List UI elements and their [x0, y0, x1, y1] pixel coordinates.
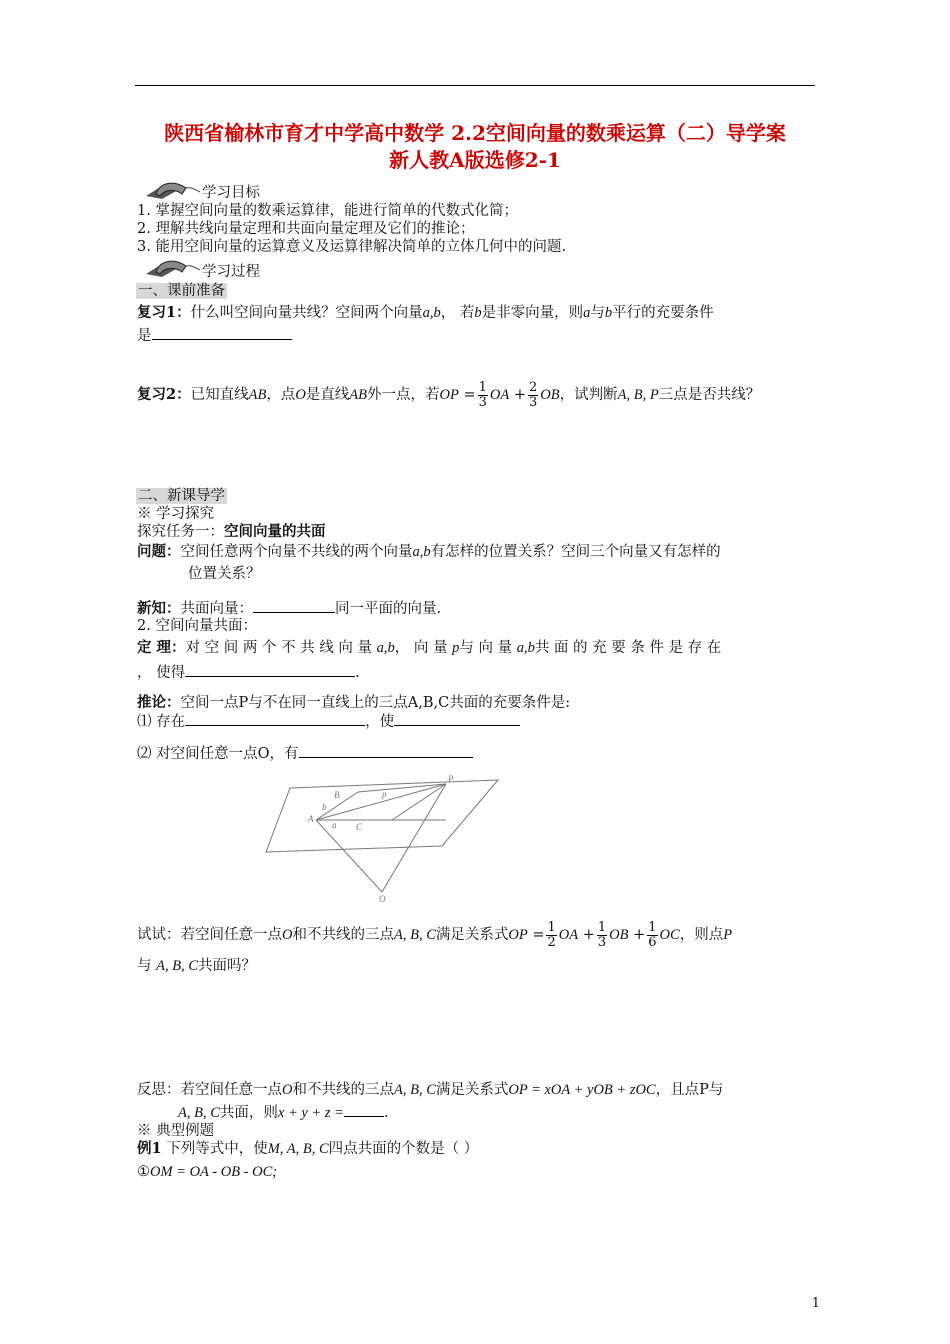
- text: 已知直线: [190, 387, 249, 403]
- plus-sign: +: [633, 927, 646, 943]
- text: 若空间任意一点: [180, 927, 282, 943]
- reflect-line2: [178, 1102, 389, 1123]
- math-ABC: A, B, C: [393, 927, 436, 943]
- segment-OP: [382, 784, 446, 892]
- math-AB: AB: [349, 387, 368, 403]
- answer-blank[interactable]: [185, 711, 365, 726]
- text: ， 若: [440, 305, 475, 321]
- answer-blank[interactable]: [344, 1102, 384, 1117]
- text: .: [355, 665, 360, 681]
- segment-OA: [316, 820, 382, 892]
- question-line2: 位置关系？: [188, 566, 261, 582]
- math-p: p: [452, 640, 460, 656]
- corollary-line: [137, 693, 570, 713]
- text: 平行的充要条件: [612, 305, 714, 321]
- label-B: B: [334, 790, 340, 800]
- top-rule: [135, 85, 815, 86]
- math-O: O: [282, 1082, 293, 1098]
- reflect-line: [137, 1080, 723, 1100]
- label-A: A: [308, 814, 314, 824]
- vector-OB: OB: [540, 387, 560, 403]
- text: 有怎样的位置关系？空间三个向量又有怎样的: [430, 544, 721, 560]
- math-ABC: A, B, C: [393, 1082, 436, 1098]
- review1-line2: [137, 325, 292, 346]
- math-MABC: M, A, B, C: [267, 1141, 329, 1157]
- text: 外一点，若: [367, 387, 440, 403]
- segment-PC: [392, 784, 446, 820]
- question-line: [137, 542, 721, 562]
- process-heading: 学习过程: [202, 264, 260, 280]
- section-heading: 二、新课导学: [138, 488, 225, 504]
- text: 同一平面的向量.: [335, 601, 442, 617]
- circled-number: ①: [137, 1164, 150, 1180]
- text: 四点共面的个数是（ ）: [328, 1141, 479, 1157]
- text: ，点: [266, 387, 296, 403]
- text: 对 空 间 两 个 不 共 线 向 量: [185, 640, 373, 656]
- math-a: a: [583, 305, 591, 321]
- math-ab: a,b: [376, 640, 395, 656]
- vector-OP: OP: [508, 927, 528, 943]
- label-P: P: [448, 774, 454, 784]
- text: 共面向量：: [180, 601, 253, 617]
- example1-label: 例1: [137, 1140, 162, 1157]
- example1-eq1: [137, 1162, 277, 1182]
- text: 满足关系式: [435, 1082, 509, 1098]
- vector-OC: OC: [659, 927, 680, 943]
- corollary-c1: [137, 711, 520, 732]
- plus-sign: +: [513, 387, 527, 403]
- text: .: [383, 1105, 389, 1121]
- denominator: 2: [547, 934, 556, 950]
- example1-line: [137, 1139, 478, 1159]
- equals-sign: =: [463, 387, 476, 403]
- math-O: O: [282, 927, 293, 943]
- text: 是: [137, 328, 152, 344]
- fraction: [647, 921, 657, 950]
- text: ，则点: [679, 927, 724, 943]
- question-label: 问题：: [137, 543, 181, 560]
- sum-expression: x + y + z =: [277, 1105, 344, 1121]
- trial-label: 试试：: [137, 927, 181, 943]
- answer-blank[interactable]: [253, 598, 335, 613]
- text: ，使: [365, 714, 395, 730]
- math-b: b: [604, 305, 613, 321]
- math-ABC: A, B, C: [156, 958, 198, 974]
- denominator: 6: [648, 934, 657, 950]
- vector-OP: OP: [439, 387, 459, 403]
- text: 是直线: [305, 387, 350, 403]
- text: 共 面 的 充 要 条 件 是 存 在: [534, 640, 722, 656]
- goal-item: 1. 掌握空间向量的数乘运算律，能进行简单的代数式化简；: [137, 203, 518, 219]
- text: 是非零向量，则: [481, 305, 584, 321]
- text: 三点是否共线？: [658, 387, 761, 403]
- answer-blank[interactable]: [394, 711, 520, 726]
- vector-OA: OA: [489, 387, 510, 403]
- answer-blank[interactable]: [152, 325, 292, 340]
- numerator: 1: [648, 919, 657, 935]
- text: 满足关系式: [435, 927, 509, 943]
- label-O: O: [379, 894, 386, 904]
- fraction: [597, 921, 607, 950]
- math-ab: a,b: [516, 640, 535, 656]
- explore-heading: ※ 学习探究: [137, 506, 215, 522]
- fraction: [478, 381, 488, 410]
- review1-label: 复习1：: [137, 304, 191, 321]
- text: 探究任务一：: [137, 524, 224, 540]
- numerator: 1: [478, 379, 487, 395]
- text: ， 向 量: [394, 640, 448, 656]
- fraction: [546, 921, 556, 950]
- math-ab: a,b: [412, 544, 431, 560]
- review2-label: 复习2：: [137, 386, 191, 403]
- text: 和不共线的三点: [292, 927, 394, 943]
- label-C: C: [356, 822, 363, 832]
- equation: OM = OA - OB - OC;: [150, 1164, 278, 1180]
- denominator: 3: [478, 394, 487, 410]
- text: 下列等式中，使: [166, 1141, 268, 1157]
- math-ab: a,b: [422, 305, 441, 321]
- label-p: p: [382, 789, 387, 799]
- fraction: [528, 381, 538, 410]
- newknow-label: 新知：: [137, 600, 181, 617]
- examples-heading: ※ 典型例题: [137, 1123, 215, 1139]
- task1-line: [137, 522, 326, 542]
- document-subtitle: 新人教A版选修2-1: [389, 148, 561, 172]
- plus-sign: +: [582, 927, 595, 943]
- relation-expression: OP = xOA + yOB + zOC: [508, 1082, 656, 1098]
- text: ⑴ 存在: [137, 714, 186, 730]
- label-b: b: [322, 802, 327, 812]
- trial-line2: [137, 956, 256, 976]
- review2-line: [137, 378, 760, 412]
- text: 与: [137, 958, 152, 974]
- text: 空间任意两个向量不共线的两个向量: [180, 544, 413, 560]
- review1-line: [137, 303, 714, 323]
- goal-item: 2. 理解共线向量定理和共面向量定理及它们的推论；: [137, 221, 475, 237]
- book-icon: [142, 178, 202, 200]
- answer-blank[interactable]: [299, 743, 473, 758]
- theorem-label: 定 理：: [137, 639, 186, 656]
- denominator: 3: [597, 934, 607, 950]
- corollary-c2: [137, 743, 473, 764]
- text: 什么叫空间向量共线？空间两个向量: [190, 305, 423, 321]
- text: 共面，则: [219, 1105, 278, 1121]
- goal-item: 3. 能用空间向量的运算意义及运算律解决简单的立体几何中的问题.: [137, 239, 567, 255]
- math-P: P: [723, 927, 733, 943]
- math-ABP: A, B, P: [617, 387, 659, 403]
- section-heading: 一、课前准备: [138, 283, 225, 299]
- trial-line: [137, 918, 732, 952]
- label-a: a: [332, 820, 337, 830]
- numerator: 1: [547, 919, 556, 935]
- theorem-line: [137, 638, 721, 658]
- item2: 2. 空间向量共面：: [137, 618, 257, 634]
- denominator: 3: [529, 394, 538, 410]
- text: ，试判断: [559, 387, 618, 403]
- math-AB: AB: [248, 387, 267, 403]
- text: ， 使得: [137, 665, 186, 681]
- coplanar-diagram: [262, 770, 502, 906]
- task1-title: 空间向量的共面: [224, 523, 326, 540]
- math-ABC: A, B, C: [178, 1105, 220, 1121]
- theorem-line2: [137, 662, 360, 683]
- numerator: 1: [597, 919, 607, 935]
- text: 与 向 量: [459, 640, 513, 656]
- document-title: 陕西省榆林市育才中学高中数学 2.2空间向量的数乘运算（二）导学案: [164, 121, 786, 145]
- equals-sign: =: [532, 927, 545, 943]
- numerator: 2: [529, 379, 538, 395]
- text: 和不共线的三点: [292, 1082, 394, 1098]
- page-number: 1: [811, 1296, 820, 1311]
- text: 与: [590, 305, 605, 321]
- goals-heading: 学习目标: [202, 185, 260, 201]
- vector-OA: OA: [558, 927, 579, 943]
- answer-blank[interactable]: [185, 662, 355, 677]
- text: 空间一点P与不在同一直线上的三点A,B,C共面的充要条件是:: [180, 695, 571, 711]
- text: 共面吗？: [198, 958, 256, 974]
- math-b: b: [474, 305, 482, 321]
- vector-OB: OB: [609, 927, 629, 943]
- book-icon: [142, 256, 202, 278]
- reflect-label: 反思：: [137, 1082, 181, 1098]
- corollary-label: 推论：: [137, 694, 181, 711]
- text: ⑵ 对空间任意一点O，有: [137, 746, 299, 762]
- math-O: O: [295, 387, 306, 403]
- text: ，且点P与: [655, 1082, 724, 1098]
- text: 若空间任意一点: [180, 1082, 282, 1098]
